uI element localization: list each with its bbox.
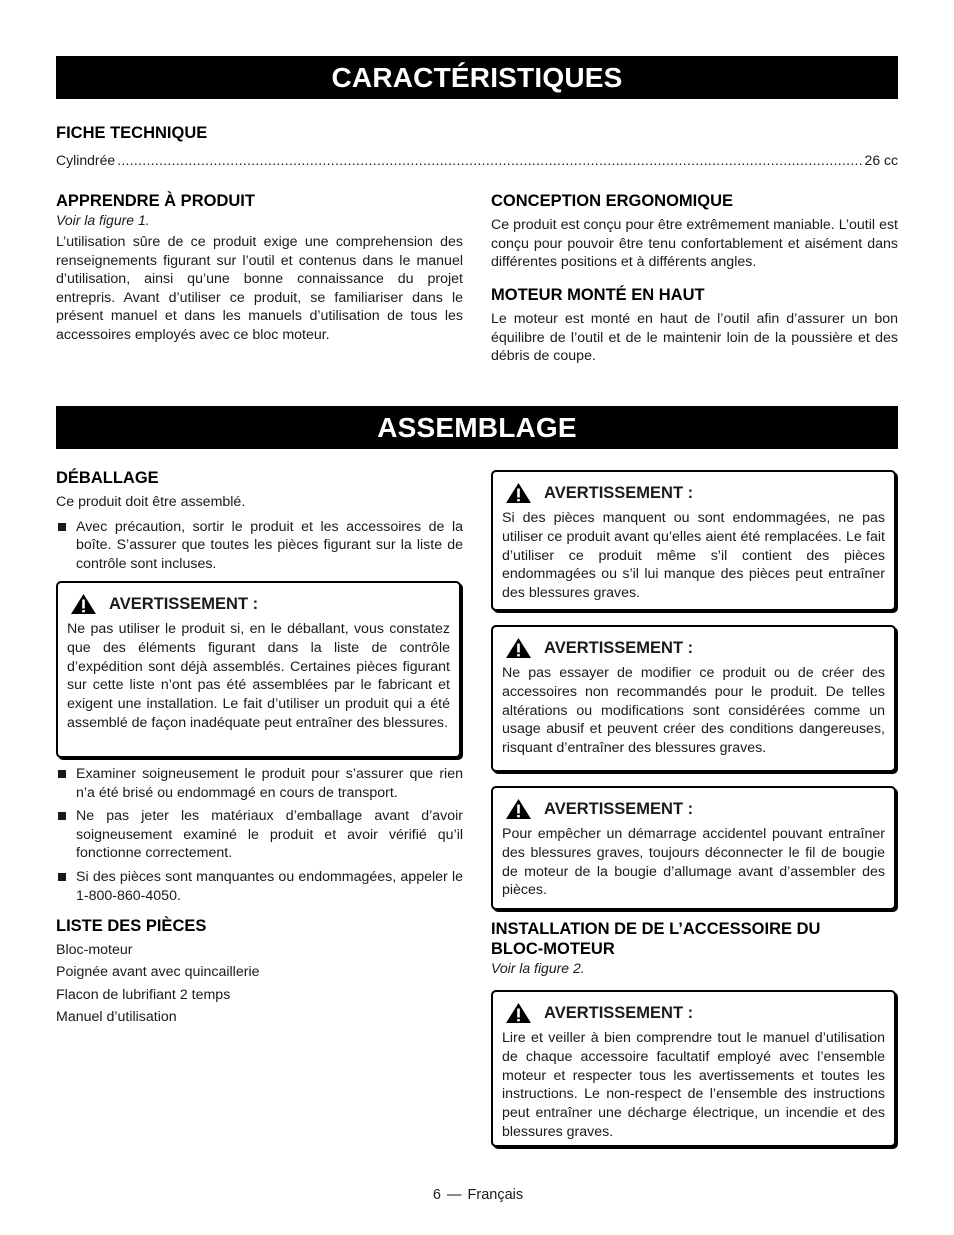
apprendre-heading: APPRENDRE À PRODUIT [56,192,255,210]
liste-pieces-heading: LISTE DES PIÈCES [56,917,207,935]
conception-section [491,191,898,272]
warning-text: Pour empêcher un démarrage accidentel pouvant entraîner des blessures graves, toujours déconnecter le fil de bougie de moteur de la bougie d’allumage avant d’assembler des pièces. [502,826,885,899]
spec-value: 26 cc [864,152,898,168]
warning-label: AVERTISSEMENT : [544,639,694,657]
warning-text: Lire et veiller à bien comprendre tout le manuel d’utilisation de chaque accessoire facultatif employé avec l’ensemble moteur et respecter tous les avertissements et toutes les instructions. Le non-respect de l’ensemble des instructions peut entraîner une décharge électrique, un incendie et des blessures graves. [502,1030,885,1140]
page-footer [0,1187,954,1203]
footer-dash: — [446,1187,462,1203]
section-banner-assemblage: ASSEMBLAGE [56,406,898,449]
warning-text: Si des pièces manquent ou sont endommagées, ne pas utiliser ce produit avant qu’elles aient été remplacées. Le fait d’utiliser ce produit même s’il contient des pièces endommagées ou s’il lui manque des pièces peut entraîner des blessures graves. [502,510,885,602]
warning-triangle-icon [505,637,532,659]
installation-heading [491,919,898,959]
warning-box-accidental-start [491,786,896,910]
warning-label: AVERTISSEMENT : [544,1004,694,1022]
parts-list [56,939,463,1029]
warning-label: AVERTISSEMENT : [544,800,694,818]
warning-box-modify [491,625,896,772]
moteur-heading: MOTEUR MONTÉ EN HAUT [491,286,705,304]
warning-box-missing-parts [491,470,896,611]
apprendre-text: L’utilisation sûre de ce produit exige une comprehension des renseignements figurant sur l’outil et contenus dans le manuel d’utilisation, ainsi qu’une bonne connaissance du projet entrepris. Avant d’utiliser ce produit, se familiariser dans le présent manuel et dans les manuels d’utilisation de tous les accessoires employés avec ce bloc moteur. [56,234,463,343]
warning-triangle-icon [70,593,97,615]
list-item: Avec précaution, sortir le produit et les accessoires de la boîte. S’assurer que toutes les pièces figurant sur la liste de contrôle sont incluses. [56,518,463,574]
warning-triangle-icon [505,1002,532,1024]
deballage-bullets-top [56,518,463,574]
installation-figure-ref: Voir la figure 2. [491,960,585,976]
installation-heading-line2: BLOC-MOTEUR [491,940,615,958]
warning-box-assembled [56,581,461,758]
footer-language: Français [467,1187,524,1203]
page-number: 6 [432,1187,441,1203]
warning-triangle-icon [505,798,532,820]
warning-label: AVERTISSEMENT : [109,595,259,613]
list-item: Ne pas jeter les matériaux d’emballage avant d’avoir soigneusement examiné le produit et avoir vérifié qu’il fonctionne correctement. [56,807,463,863]
fiche-technique-heading: FICHE TECHNIQUE [56,124,208,142]
list-item: Flacon de lubrifiant 2 temps [56,986,231,1003]
warning-box-accessory-manual [491,990,896,1147]
section-banner-caracteristiques: CARACTÉRISTIQUES [56,56,898,99]
spec-label: Cylindrée [56,152,116,168]
moteur-text: Le moteur est monté en haut de l’outil afin d’assurer un bon équilibre de l’outil et de le maintenir loin de la poussière et des débris de coupe. [491,311,898,365]
conception-text: Ce produit est conçu pour être extrêmement maniable. L’outil est conçu pour pouvoir être tenu confortablement et aisément dans différentes positions et à différents angles. [491,217,898,271]
moteur-section [491,285,898,366]
deballage-section [56,468,463,573]
deballage-heading: DÉBALLAGE [56,469,159,487]
conception-heading: CONCEPTION ERGONOMIQUE [491,192,734,210]
liste-pieces-section [56,916,463,1029]
installation-heading-line1: INSTALLATION DE DE L’ACCESSOIRE DU [491,920,821,938]
warning-text: Ne pas essayer de modifier ce produit ou de créer des accessoires non recommandés pour le produit. De telles altérations ou modifications sont considérées comme un usage abusif et peuvent créer des conditions dangereuses, risquant d’entraîner des blessures graves. [502,665,885,757]
list-item: Bloc-moteur [56,942,133,958]
spec-row [56,151,898,169]
list-item: Manuel d’utilisation [56,1009,177,1026]
deballage-bullets-bottom [56,765,463,905]
fiche-technique-section [56,123,898,169]
list-item: Examiner soigneusement le produit pour s’assurer que rien n’a été brisé ou endommagé en cours de transport. [56,765,463,802]
deballage-bullets-bottom-section [56,765,463,905]
installation-section [491,919,898,977]
warning-label: AVERTISSEMENT : [544,484,694,502]
list-item: Si des pièces sont manquantes ou endommagées, appeler le 1-800-860-4050. [56,868,463,905]
warning-text: Ne pas utiliser le produit si, en le déballant, vous constatez que des éléments figurant dans la liste de contrôle d’expédition sont déjà assemblés. Certaines pièces figurant sur cette liste n’ont pas été assemblées par le fabricant et exigent une installation. Le fait d’utiliser un produit qui a été assemblé de façon inadéquate peut entraîner des blessures. [67,621,450,731]
warning-triangle-icon [505,482,532,504]
list-item: Poignée avant avec quincaillerie [56,964,260,981]
apprendre-section [56,191,463,345]
apprendre-figure-ref: Voir la figure 1. [56,212,150,228]
dot-leader [117,151,862,169]
deballage-intro: Ce produit doit être assemblé. [56,494,246,510]
